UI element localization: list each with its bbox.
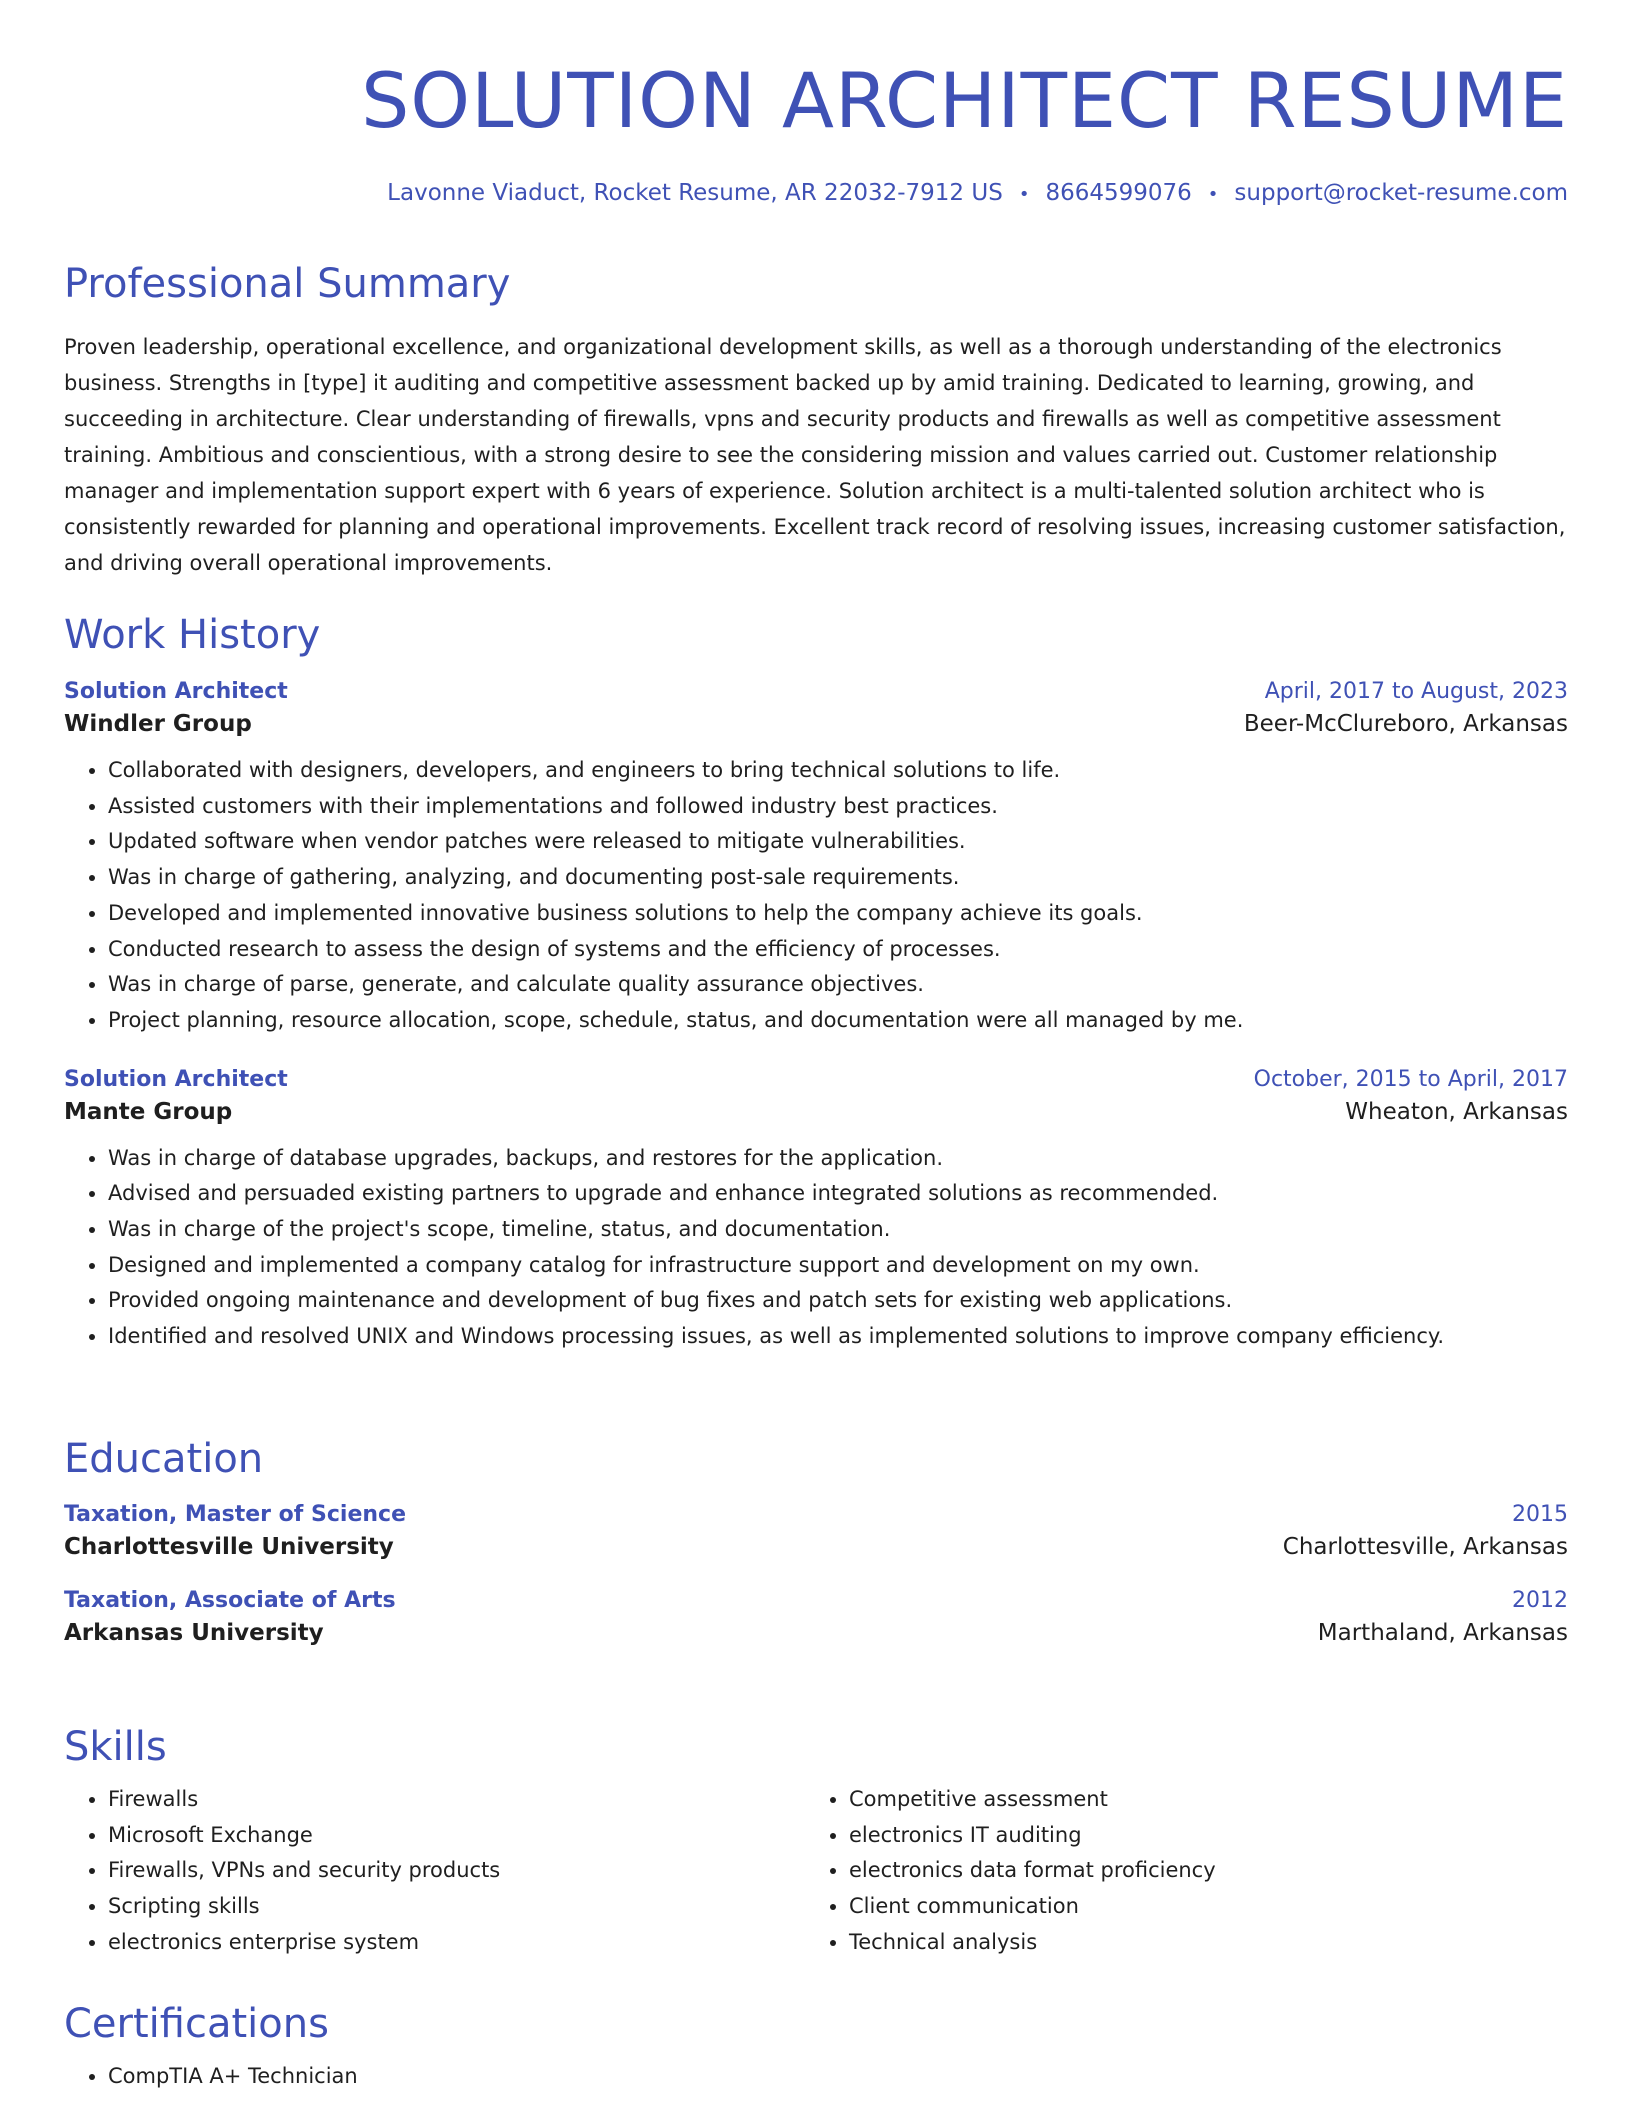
contact-email: support@rocket-resume.com bbox=[1234, 180, 1568, 206]
education-year: 2012 bbox=[1512, 1588, 1568, 1613]
education-degree: Taxation, Master of Science bbox=[64, 1502, 406, 1527]
summary-heading: Professional Summary bbox=[64, 261, 511, 307]
job-location: Beer-McClureboro, Arkansas bbox=[1243, 711, 1568, 737]
resume-title: SOLUTION ARCHITECT RESUME bbox=[361, 56, 1568, 145]
job-bullet: • Updated software when vendor patches were released to mitigate vulnerabilities. bbox=[108, 824, 1568, 860]
job-employer-row bbox=[64, 707, 1568, 741]
skills-list-left bbox=[64, 1782, 805, 1961]
job-bullets bbox=[64, 1141, 1568, 1355]
skill-item: • Firewalls bbox=[108, 1782, 805, 1818]
education-location: Charlottesville, Arkansas bbox=[1282, 1534, 1568, 1560]
summary-text: Proven leadership, operational excellence, and organizational development skills, as well as a thorough understanding of the electronics business. Strengths in [type] it auditing and competitive assessment backed up by amid training. Dedicated to learning, growing, and succeeding in architecture. Clear understanding of firewalls, vpns and security products and firewalls as well as competitive assessment training. Ambitious and conscientious, with a strong desire to see the considering mission and values carried out. Customer relationship manager and implementation support expert with 6 years of experience. Solution architect is a multi-talented solution architect who is consistently rewarded for planning and operational improvements. Excellent track record of resolving issues, increasing customer satisfaction, and driving overall operational improvements. bbox=[64, 335, 1566, 575]
certifications-section bbox=[64, 1999, 1568, 2095]
certification-item: • CompTIA A+ Technician bbox=[108, 2059, 1568, 2095]
education-degree: Taxation, Associate of Arts bbox=[64, 1588, 396, 1613]
job-bullet: • Identified and resolved UNIX and Windows processing issues, as well as implemented solutions to improve company efficiency. bbox=[108, 1319, 1568, 1355]
skill-item: • Scripting skills bbox=[108, 1889, 805, 1925]
job-title-row bbox=[64, 677, 1568, 707]
job-bullet: • Was in charge of parse, generate, and calculate quality assurance objectives. bbox=[108, 967, 1568, 1003]
skill-item: • Client communication bbox=[849, 1889, 1546, 1925]
job-dates: October, 2015 to April, 2017 bbox=[1253, 1066, 1568, 1092]
education-degree-row bbox=[64, 1500, 1568, 1530]
education-heading: Education bbox=[64, 1436, 264, 1482]
contact-separator: • bbox=[1207, 184, 1219, 205]
job-bullet: • Project planning, resource allocation, scope, schedule, status, and documentation were all managed by me. bbox=[108, 1003, 1568, 1039]
job-bullet: • Was in charge of gathering, analyzing, and documenting post-sale requirements. bbox=[108, 860, 1568, 896]
skill-item: • Microsoft Exchange bbox=[108, 1818, 805, 1854]
skill-item: • Competitive assessment bbox=[849, 1782, 1546, 1818]
skill-item: • electronics IT auditing bbox=[849, 1818, 1546, 1854]
education-school: Arkansas University bbox=[64, 1620, 324, 1646]
education-school: Charlottesville University bbox=[64, 1534, 394, 1560]
job-bullets bbox=[64, 753, 1568, 1039]
contact-separator: • bbox=[1018, 184, 1030, 205]
skill-item: • Technical analysis bbox=[849, 1925, 1546, 1961]
skills-columns bbox=[64, 1782, 1568, 1961]
job-dates: April, 2017 to August, 2023 bbox=[1264, 679, 1568, 704]
education-entry bbox=[64, 1500, 1568, 1564]
job-bullet: • Developed and implemented innovative business solutions to help the company achieve its goals. bbox=[108, 896, 1568, 932]
skill-item: • electronics data format proficiency bbox=[849, 1853, 1546, 1889]
job-title-row bbox=[64, 1065, 1568, 1095]
job-bullet: • Designed and implemented a company catalog for infrastructure support and development on my own. bbox=[108, 1248, 1568, 1284]
job-entry bbox=[64, 677, 1568, 1039]
summary-section bbox=[64, 259, 1568, 581]
job-title: Solution Architect bbox=[64, 679, 288, 704]
contact-address: Lavonne Viaduct, Rocket Resume, AR 22032-7912 US bbox=[387, 180, 1003, 206]
job-bullet: • Assisted customers with their implementations and followed industry best practices. bbox=[108, 789, 1568, 825]
job-bullet: • Was in charge of database upgrades, backups, and restores for the application. bbox=[108, 1141, 1568, 1177]
education-section bbox=[64, 1434, 1568, 1650]
job-location: Wheaton, Arkansas bbox=[1345, 1098, 1568, 1125]
job-employer: Mante Group bbox=[64, 1098, 233, 1125]
skill-item: • Firewalls, VPNs and security products bbox=[108, 1853, 805, 1889]
job-employer-row bbox=[64, 1095, 1568, 1129]
certifications-list bbox=[64, 2059, 1568, 2095]
contact-line bbox=[64, 178, 1568, 210]
job-entry bbox=[64, 1065, 1568, 1355]
skill-item: • electronics enterprise system bbox=[108, 1925, 805, 1961]
skills-section bbox=[64, 1722, 1568, 1961]
education-degree-row bbox=[64, 1586, 1568, 1616]
education-school-row bbox=[64, 1530, 1568, 1564]
job-bullet: • Advised and persuaded existing partners to upgrade and enhance integrated solutions as recommended. bbox=[108, 1176, 1568, 1212]
contact-phone: 8664599076 bbox=[1045, 180, 1192, 206]
education-location: Marthaland, Arkansas bbox=[1317, 1620, 1568, 1646]
resume-page bbox=[64, 0, 1568, 2088]
job-bullet: • Conducted research to assess the design of systems and the efficiency of processes. bbox=[108, 932, 1568, 968]
work-history-section bbox=[64, 610, 1568, 1355]
job-bullet: • Collaborated with designers, developers, and engineers to bring technical solutions to life. bbox=[108, 753, 1568, 789]
job-bullet: • Provided ongoing maintenance and development of bug fixes and patch sets for existing web applications. bbox=[108, 1283, 1568, 1319]
work-history-heading: Work History bbox=[64, 612, 321, 658]
education-year: 2015 bbox=[1512, 1502, 1568, 1527]
job-title: Solution Architect bbox=[64, 1066, 288, 1092]
skills-list-right bbox=[805, 1782, 1546, 1961]
education-entry bbox=[64, 1586, 1568, 1650]
education-school-row bbox=[64, 1616, 1568, 1650]
job-bullet: • Was in charge of the project's scope, timeline, status, and documentation. bbox=[108, 1212, 1568, 1248]
skills-heading: Skills bbox=[64, 1724, 167, 1770]
job-employer: Windler Group bbox=[64, 711, 252, 737]
certifications-heading: Certifications bbox=[64, 2001, 329, 2047]
